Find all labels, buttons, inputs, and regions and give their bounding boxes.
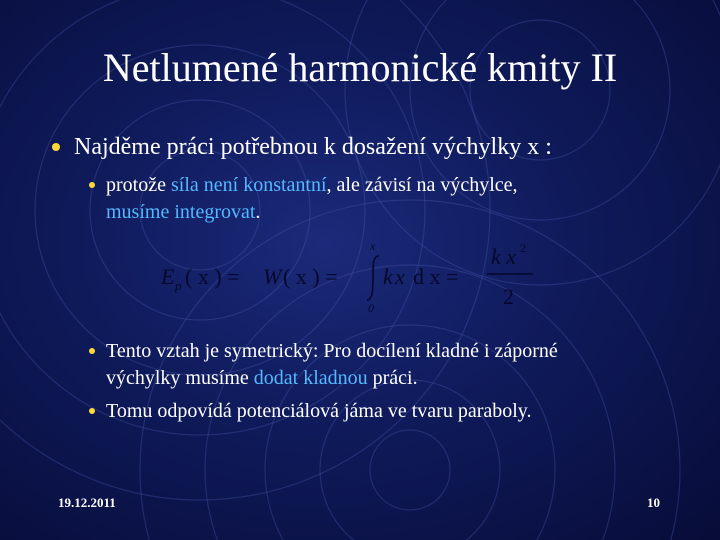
svg-text:p (174, 278, 182, 293)
potential-energy-formula (155, 238, 545, 312)
bullet-1 (52, 132, 552, 162)
formula-W-arg: ( x ) = (283, 264, 338, 289)
sub-bullet-1 (89, 172, 518, 226)
svg-text:x (369, 239, 376, 253)
svg-text:2 (520, 241, 526, 255)
text-segment: práci. (367, 367, 418, 389)
formula-E: E (161, 264, 175, 289)
formula-lhs-arg: ( x ) = (185, 264, 240, 289)
svg-text:k (383, 264, 394, 289)
bullet-1-text: Najděme práci potřebnou k dosažení výchylky x : (74, 134, 552, 160)
slide-title: Netlumené harmonické kmity II (102, 45, 618, 90)
svg-text:W (263, 264, 283, 289)
integral-upper-limit: x (370, 239, 376, 253)
fraction-denominator: 2 (503, 284, 514, 309)
svg-text:E (160, 264, 175, 289)
svg-text:x (394, 264, 405, 289)
svg-text:k x (491, 244, 516, 269)
bullet-dot (89, 182, 95, 188)
formula-W: W (263, 264, 282, 289)
text-segment: výchylky musíme (106, 367, 254, 389)
sub-bullet-3 (89, 398, 532, 425)
svg-text:( x ) = (283, 264, 338, 289)
bullet-dot (52, 143, 60, 151)
svg-text:d x = (413, 264, 458, 289)
fraction-numerator: k x (491, 244, 517, 269)
svg-text:( x ) = (185, 264, 240, 289)
sub-bullet-1-text (106, 172, 518, 226)
formula-subscript: p (175, 278, 182, 293)
footer-date: 19.12.2011 (58, 495, 116, 510)
sub-bullet-2-text (106, 338, 558, 392)
sub-bullet-3-text: Tomu odpovídá potenciálová jáma ve tvaru paraboly. (106, 400, 532, 422)
highlight-text: musíme integrovat (106, 201, 256, 223)
integral-lower-limit: 0 (368, 301, 374, 312)
text-segment: . (255, 201, 261, 223)
svg-text:2 (503, 284, 514, 309)
integral-sign (367, 256, 379, 300)
page-number: 10 (647, 495, 660, 510)
numerator-exponent: 2 (520, 241, 526, 255)
text-segment: , ale závisí na výchylce, (326, 174, 518, 196)
formula-x: x (395, 264, 405, 289)
text-segment: Tento vztah je symetrický: Pro docílení kladné i záporné (106, 340, 558, 362)
formula-dx: d x = (413, 264, 459, 289)
svg-text:0 (368, 301, 374, 312)
bullet-dot (89, 348, 95, 354)
bullet-dot (89, 408, 95, 414)
formula-k: k (383, 264, 393, 289)
text-segment: protože (106, 174, 171, 196)
sub-bullet-2 (89, 338, 558, 392)
highlight-text: dodat kladnou (253, 367, 368, 389)
highlight-text: síla není konstantní (170, 174, 327, 196)
